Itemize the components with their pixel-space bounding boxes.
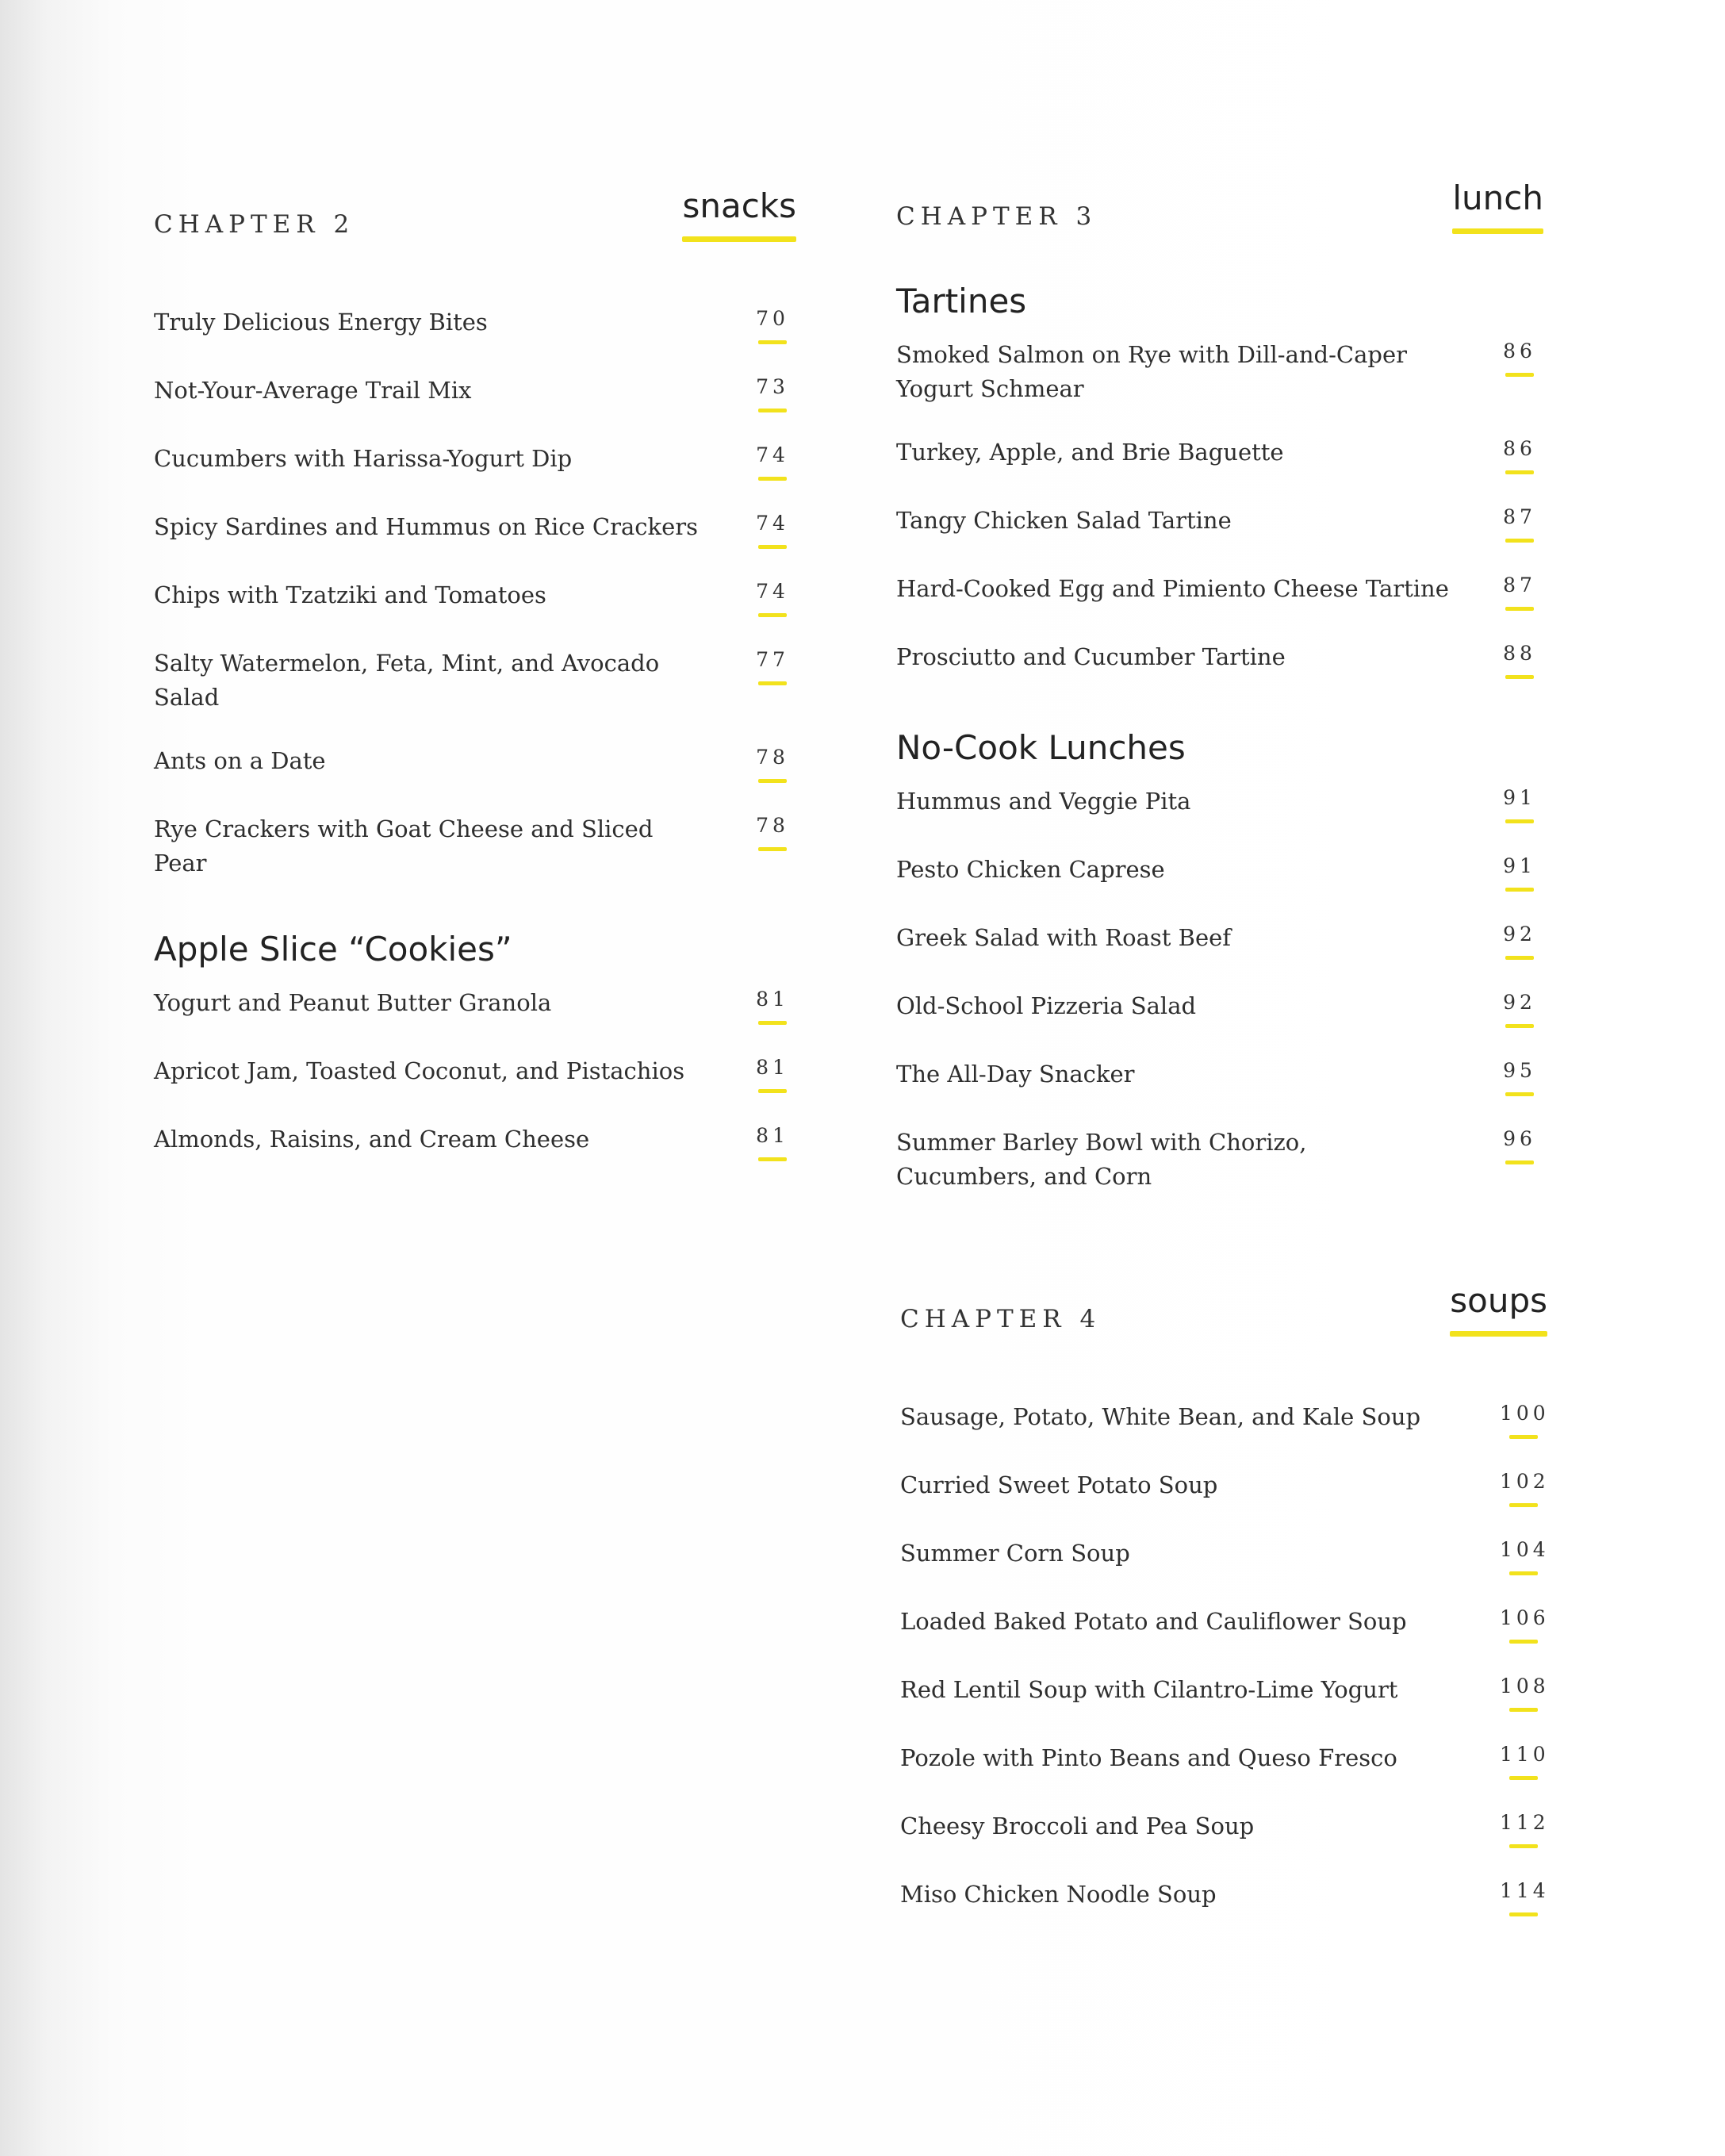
toc-entry bbox=[900, 1400, 1550, 1439]
page-number bbox=[1496, 435, 1543, 474]
page-number-underline bbox=[1505, 373, 1534, 377]
page-number bbox=[749, 1054, 796, 1093]
page-number-text: 102 bbox=[1500, 1470, 1550, 1493]
chapter-title bbox=[1450, 1281, 1547, 1337]
page-number bbox=[1496, 572, 1543, 611]
page-number bbox=[749, 1122, 796, 1161]
page-number-underline bbox=[1509, 1776, 1538, 1780]
page-number-underline bbox=[758, 779, 787, 783]
chapter-number: CHAPTER 2 bbox=[154, 210, 355, 239]
chapter-header bbox=[900, 1281, 1547, 1400]
recipe-title: Miso Chicken Noodle Soup bbox=[900, 1881, 1217, 1908]
toc-entry bbox=[900, 1605, 1550, 1644]
recipe-title: Prosciutto and Cucumber Tartine bbox=[896, 643, 1286, 670]
recipe-title: Yogurt and Peanut Butter Granola bbox=[154, 989, 552, 1016]
toc-entry bbox=[154, 986, 796, 1025]
chapter-title bbox=[1452, 178, 1543, 234]
chapter-title-underline bbox=[1452, 228, 1543, 234]
recipe-group bbox=[896, 728, 1543, 1194]
recipe-title: The All-Day Snacker bbox=[896, 1061, 1135, 1088]
page-number bbox=[1496, 785, 1543, 823]
page-number bbox=[1496, 921, 1543, 960]
page-number-text: 73 bbox=[756, 375, 789, 398]
page-number-text: 110 bbox=[1500, 1743, 1550, 1766]
recipe-title: Cheesy Broccoli and Pea Soup bbox=[900, 1813, 1255, 1840]
toc-entry bbox=[896, 853, 1543, 892]
toc-entry bbox=[900, 1468, 1550, 1507]
page-number-text: 74 bbox=[756, 580, 789, 603]
page-number bbox=[749, 510, 796, 549]
page-number-underline bbox=[1505, 1092, 1534, 1096]
chapter-4-soups bbox=[900, 1281, 1550, 1966]
page-number-text: 81 bbox=[756, 988, 789, 1011]
recipe-title: Ants on a Date bbox=[154, 747, 326, 774]
recipe-title: Almonds, Raisins, and Cream Cheese bbox=[154, 1126, 590, 1153]
page-number-text: 74 bbox=[756, 443, 789, 466]
recipe-group bbox=[154, 305, 796, 880]
chapter-title-underline bbox=[682, 236, 796, 242]
chapter-3-lunch bbox=[896, 178, 1543, 1243]
page-number-underline bbox=[1505, 470, 1534, 474]
section-heading: Apple Slice “Cookies” bbox=[154, 930, 512, 969]
recipe-title: Spicy Sardines and Hummus on Rice Crackers bbox=[154, 513, 698, 540]
page-number bbox=[749, 442, 796, 481]
page-number-text: 112 bbox=[1500, 1811, 1550, 1834]
page-number bbox=[1500, 1809, 1550, 1848]
page-number-text: 78 bbox=[756, 746, 789, 769]
recipe-title: Old-School Pizzeria Salad bbox=[896, 992, 1197, 1019]
page-number-underline bbox=[758, 1089, 787, 1093]
recipe-title: Salty Watermelon, Feta, Mint, and Avocado Salad bbox=[154, 650, 660, 711]
toc-entry bbox=[896, 504, 1543, 543]
page-number-text: 77 bbox=[756, 648, 789, 671]
chapter-number: CHAPTER 3 bbox=[896, 202, 1098, 231]
toc-entry bbox=[896, 338, 1543, 406]
recipe-title: Greek Salad with Roast Beef bbox=[896, 924, 1232, 951]
toc-entry bbox=[900, 1809, 1550, 1848]
recipe-group bbox=[900, 1400, 1550, 1916]
page-number-underline bbox=[1509, 1571, 1538, 1575]
recipe-title: Truly Delicious Energy Bites bbox=[154, 309, 488, 336]
page-number bbox=[749, 646, 796, 685]
page-number-underline bbox=[758, 847, 787, 851]
page-number-text: 91 bbox=[1503, 786, 1536, 809]
section-heading: Tartines bbox=[896, 282, 1027, 320]
page-number bbox=[1496, 338, 1543, 377]
page-number-underline bbox=[1505, 956, 1534, 960]
page-number-text: 88 bbox=[1503, 642, 1536, 665]
page-number bbox=[1496, 989, 1543, 1028]
chapter-title-underline bbox=[1450, 1331, 1547, 1337]
toc-entry bbox=[154, 812, 796, 880]
page-number-underline bbox=[758, 1157, 787, 1161]
toc-entry bbox=[900, 1536, 1550, 1575]
recipe-title: Hard-Cooked Egg and Pimiento Cheese Tartine bbox=[896, 575, 1449, 602]
page-number bbox=[1500, 1605, 1550, 1644]
page-number-underline bbox=[1505, 675, 1534, 679]
toc-entry bbox=[154, 374, 796, 412]
page-number-underline bbox=[1505, 607, 1534, 611]
page-number-text: 100 bbox=[1500, 1402, 1550, 1425]
page-number-text: 81 bbox=[756, 1056, 789, 1079]
page-number-underline bbox=[1509, 1708, 1538, 1712]
page-number-text: 70 bbox=[756, 307, 789, 330]
recipe-title: Summer Barley Bowl with Chorizo, Cucumbers, and Corn bbox=[896, 1129, 1307, 1190]
page-number-text: 86 bbox=[1503, 437, 1536, 460]
toc-entry bbox=[154, 442, 796, 481]
toc-entry bbox=[896, 1126, 1543, 1194]
page-number-text: 95 bbox=[1503, 1059, 1536, 1082]
page-number-underline bbox=[1509, 1844, 1538, 1848]
recipe-title: Curried Sweet Potato Soup bbox=[900, 1471, 1218, 1498]
section-heading: No-Cook Lunches bbox=[896, 728, 1186, 767]
page-number-underline bbox=[1505, 539, 1534, 543]
toc-entry bbox=[900, 1741, 1550, 1780]
page-number-text: 96 bbox=[1503, 1127, 1536, 1150]
toc-entry bbox=[896, 1057, 1543, 1096]
page-number-text: 114 bbox=[1500, 1879, 1550, 1902]
page-number-underline bbox=[1509, 1503, 1538, 1507]
toc-entry bbox=[154, 1054, 796, 1093]
recipe-title: Hummus and Veggie Pita bbox=[896, 788, 1191, 815]
recipe-group bbox=[154, 930, 796, 1161]
page-number bbox=[1500, 1741, 1550, 1780]
page-number-underline bbox=[758, 681, 787, 685]
page-number bbox=[749, 986, 796, 1025]
page-number-text: 106 bbox=[1500, 1606, 1550, 1629]
chapter-header bbox=[154, 186, 796, 305]
chapter-title bbox=[682, 186, 796, 242]
recipe-title: Rye Crackers with Goat Cheese and Sliced Pear bbox=[154, 815, 654, 877]
toc-entry bbox=[896, 435, 1543, 474]
toc-entry bbox=[896, 989, 1543, 1028]
chapter-title-text: lunch bbox=[1452, 178, 1543, 217]
toc-entry bbox=[896, 921, 1543, 960]
page-number bbox=[749, 305, 796, 344]
page-number-text: 87 bbox=[1503, 505, 1536, 528]
toc-entry bbox=[900, 1878, 1550, 1916]
page-number-underline bbox=[758, 477, 787, 481]
recipe-title: Turkey, Apple, and Brie Baguette bbox=[896, 439, 1284, 466]
page-number bbox=[1500, 1878, 1550, 1916]
toc-entry bbox=[154, 1122, 796, 1161]
chapter-2-snacks bbox=[154, 186, 796, 1210]
recipe-title: Red Lentil Soup with Cilantro-Lime Yogurt bbox=[900, 1676, 1398, 1703]
page-number bbox=[1496, 640, 1543, 679]
toc-entry bbox=[900, 1673, 1550, 1712]
toc-entry bbox=[154, 578, 796, 617]
page-number bbox=[749, 812, 796, 851]
recipe-title: Pesto Chicken Caprese bbox=[896, 856, 1165, 883]
page-number-underline bbox=[758, 545, 787, 549]
page-number bbox=[749, 374, 796, 412]
page-number bbox=[1496, 1126, 1543, 1164]
page-number-text: 81 bbox=[756, 1124, 789, 1147]
recipe-title: Chips with Tzatziki and Tomatoes bbox=[154, 581, 546, 608]
page-number bbox=[1500, 1400, 1550, 1439]
recipe-title: Cucumbers with Harissa-Yogurt Dip bbox=[154, 445, 573, 472]
page-number bbox=[749, 744, 796, 783]
page-number-underline bbox=[1505, 888, 1534, 892]
page-number-underline bbox=[1509, 1435, 1538, 1439]
chapter-header bbox=[896, 178, 1543, 282]
chapter-number: CHAPTER 4 bbox=[900, 1305, 1102, 1333]
chapter-title-text: soups bbox=[1450, 1281, 1547, 1320]
page-number-underline bbox=[758, 409, 787, 412]
recipe-title: Pozole with Pinto Beans and Queso Fresco bbox=[900, 1744, 1397, 1771]
page-number-underline bbox=[758, 340, 787, 344]
page-number-underline bbox=[758, 1021, 787, 1025]
page-number-underline bbox=[1509, 1640, 1538, 1644]
page-number-underline bbox=[1505, 819, 1534, 823]
page-number bbox=[1496, 504, 1543, 543]
page-number-text: 108 bbox=[1500, 1675, 1550, 1698]
recipe-title: Summer Corn Soup bbox=[900, 1540, 1130, 1567]
page-number bbox=[1500, 1468, 1550, 1507]
toc-entry bbox=[154, 646, 796, 715]
page-number-text: 92 bbox=[1503, 991, 1536, 1014]
page-number-text: 86 bbox=[1503, 340, 1536, 363]
page-number-text: 104 bbox=[1500, 1538, 1550, 1561]
page-number bbox=[1500, 1673, 1550, 1712]
page-number-text: 92 bbox=[1503, 923, 1536, 946]
page-number-text: 87 bbox=[1503, 574, 1536, 597]
toc-entry bbox=[896, 785, 1543, 823]
recipe-title: Apricot Jam, Toasted Coconut, and Pistachios bbox=[154, 1057, 685, 1084]
recipe-title: Not-Your-Average Trail Mix bbox=[154, 377, 472, 404]
recipe-group bbox=[896, 282, 1543, 679]
toc-entry bbox=[154, 305, 796, 344]
page-number bbox=[1496, 853, 1543, 892]
page-number bbox=[749, 578, 796, 617]
page-number-text: 74 bbox=[756, 512, 789, 535]
page-number-underline bbox=[1505, 1024, 1534, 1028]
recipe-title: Loaded Baked Potato and Cauliflower Soup bbox=[900, 1608, 1407, 1635]
page-number-underline bbox=[1505, 1160, 1534, 1164]
page-number bbox=[1500, 1536, 1550, 1575]
recipe-title: Tangy Chicken Salad Tartine bbox=[896, 507, 1232, 534]
page-number-text: 78 bbox=[756, 814, 789, 837]
page-number-underline bbox=[1509, 1912, 1538, 1916]
page-number-underline bbox=[758, 613, 787, 617]
recipe-title: Smoked Salmon on Rye with Dill-and-Caper Yogurt Schmear bbox=[896, 341, 1407, 402]
toc-entry bbox=[154, 744, 796, 783]
page-number-text: 91 bbox=[1503, 854, 1536, 877]
toc-entry bbox=[896, 572, 1543, 611]
recipe-title: Sausage, Potato, White Bean, and Kale Soup bbox=[900, 1403, 1421, 1430]
toc-entry bbox=[896, 640, 1543, 679]
toc-entry bbox=[154, 510, 796, 549]
chapter-title-text: snacks bbox=[682, 186, 796, 225]
page-number bbox=[1496, 1057, 1543, 1096]
